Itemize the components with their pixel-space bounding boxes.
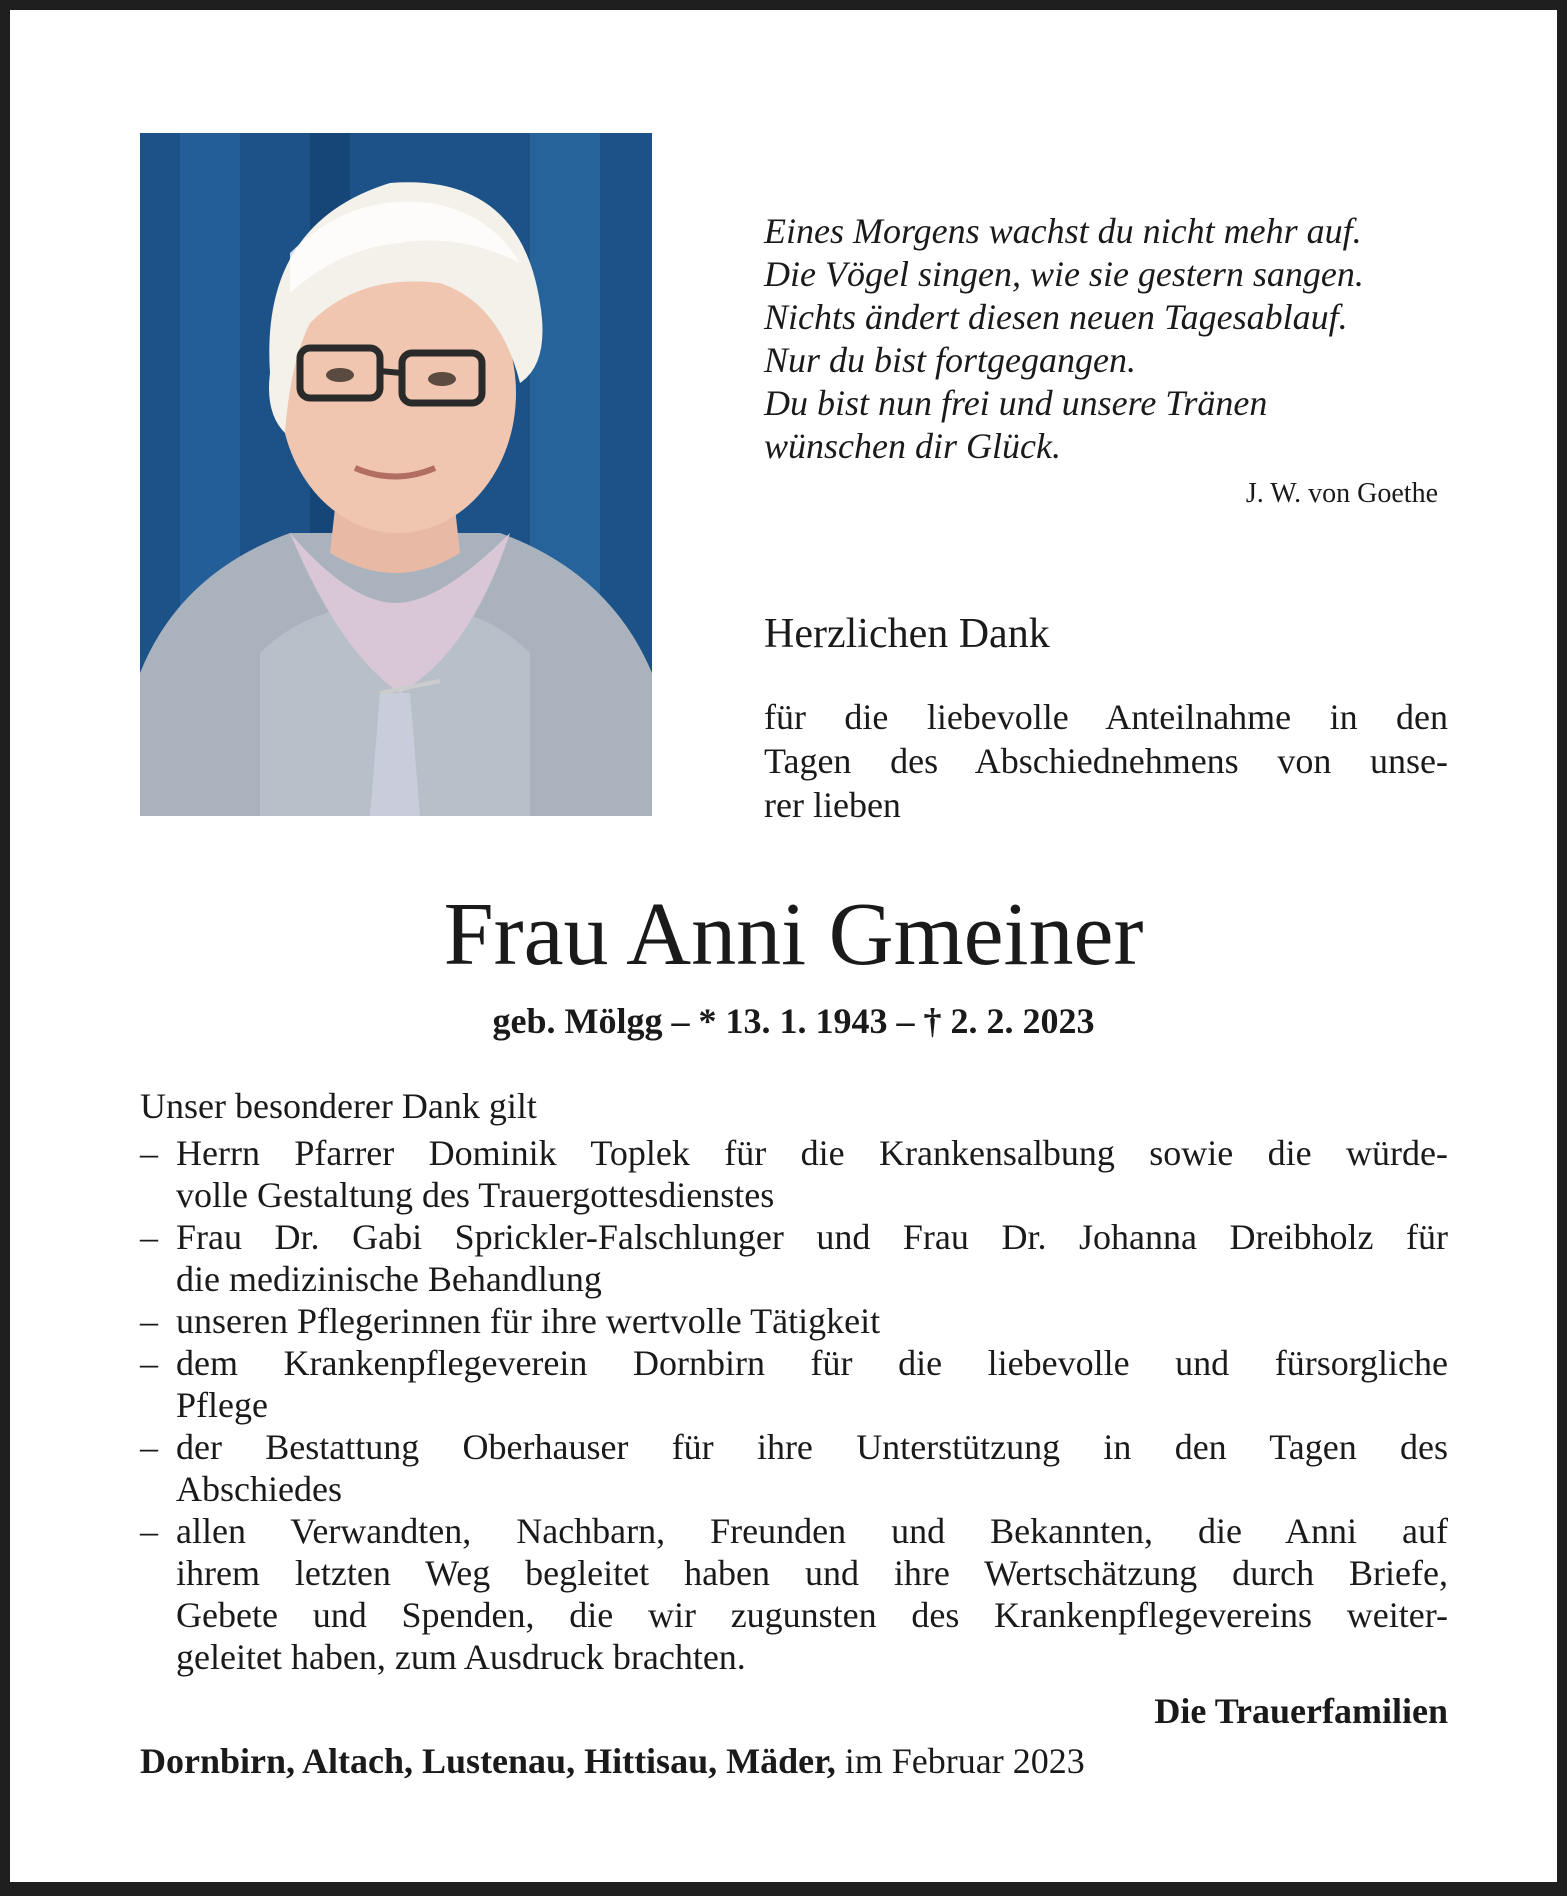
deceased-name: Frau Anni Gmeiner [443,885,1144,984]
thanks-line: für die liebevolle Anteilnahme in den [764,697,1448,737]
list-item-line: Frau Dr. Gabi Sprickler-Falschlunger und Frau Dr. Johanna Dreibholz für [176,1217,1448,1257]
list-item [140,1300,1448,1342]
list-item-line: Pflege [176,1385,268,1425]
list-item-line: die medizinische Behandlung [176,1259,602,1299]
list-item-line: geleitet haben, zum Ausdruck brachten. [176,1637,746,1677]
list-item-line: Abschiedes [176,1469,342,1509]
list-dash: – [140,1133,158,1173]
list-item [140,1132,1448,1216]
list-item-line: volle Gestaltung des Trauergottesdienstes [176,1175,775,1215]
list-dash: – [140,1427,158,1467]
footer-date: im Februar 2023 [844,1741,1085,1781]
thanks-text [764,695,1448,827]
poem-line: Eines Morgens wachst du nicht mehr auf. [764,211,1362,251]
list-item [140,1342,1448,1426]
list-dash: – [140,1511,158,1551]
thanks-line: Tagen des Abschiednehmens von unse- [764,741,1448,781]
poem-line: Die Vögel singen, wie sie gestern sangen. [764,254,1364,294]
list-dash: – [140,1217,158,1257]
portrait-photo [140,133,652,816]
special-thanks-list [140,1132,1448,1678]
footer [140,1740,1085,1782]
signature: Die Trauerfamilien [1154,1691,1448,1731]
list-item-line: unseren Pflegerinnen für ihre wertvolle Tätigkeit [176,1301,881,1341]
poem [764,210,1484,468]
poem-line: Nur du bist fortgegangen. [764,340,1137,380]
thanks-heading: Herzlichen Dank [764,611,1050,657]
list-item-line: allen Verwandten, Nachbarn, Freunden und Bekannten, die Anni auf [176,1511,1448,1551]
portrait-illustration [140,133,652,816]
poem-line: wünschen dir Glück. [764,426,1061,466]
list-item-line: ihrem letzten Weg begleitet haben und ihre Wertschätzung durch Briefe, [176,1553,1448,1593]
list-item-line: Gebete und Spenden, die wir zugunsten des Krankenpflegevereins weiter- [176,1595,1448,1635]
list-dash: – [140,1343,158,1383]
thanks-line: rer lieben [764,785,901,825]
list-item [140,1216,1448,1300]
list-item [140,1426,1448,1510]
list-dash: – [140,1301,158,1341]
poem-line: Nichts ändert diesen neuen Tagesablauf. [764,297,1348,337]
footer-places: Dornbirn, Altach, Lustenau, Hittisau, Mäder, [140,1741,836,1781]
list-item-line: der Bestattung Oberhauser für ihre Unterstützung in den Tagen des [176,1427,1448,1467]
list-item [140,1510,1448,1678]
list-item-line: Herrn Pfarrer Dominik Toplek für die Krankensalbung sowie die würde- [176,1133,1448,1173]
deceased-dates: geb. Mölgg – * 13. 1. 1943 – † 2. 2. 2023 [492,1001,1095,1041]
poem-line: Du bist nun frei und unsere Tränen [764,383,1268,423]
list-item-line: dem Krankenpflegeverein Dornbirn für die liebevolle und fürsorgliche [176,1343,1448,1383]
special-thanks-intro: Unser besonderer Dank gilt [140,1086,537,1126]
poem-author: J. W. von Goethe [1245,478,1438,509]
